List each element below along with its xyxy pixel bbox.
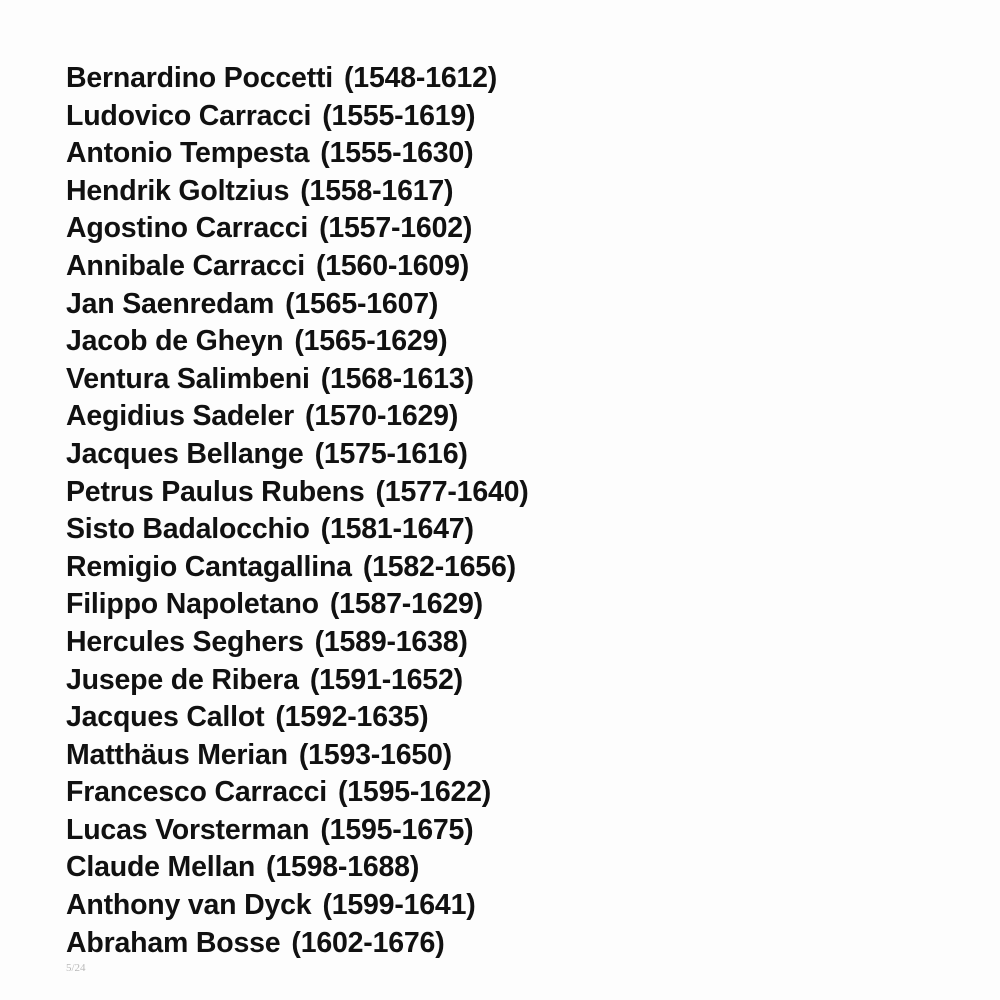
artist-entry xyxy=(66,248,946,286)
artist-entry xyxy=(66,624,946,662)
artist-entry xyxy=(66,812,946,850)
artist-name: Anthony van Dyck xyxy=(66,889,312,922)
artist-name: Aegidius Sadeler xyxy=(66,400,295,433)
artist-dates: (1602-1676) xyxy=(291,926,445,959)
artist-dates: (1557-1602) xyxy=(319,212,473,245)
artist-name: Francesco Carracci xyxy=(66,776,327,809)
artist-entry xyxy=(66,286,946,324)
artist-name: Jacob de Gheyn xyxy=(66,325,284,358)
artist-entry xyxy=(66,737,946,775)
artist-name: Hercules Seghers xyxy=(66,625,304,658)
artist-name: Ludovico Carracci xyxy=(66,99,312,132)
artist-name: Sisto Badalocchio xyxy=(66,513,310,546)
artist-name: Jusepe de Ribera xyxy=(66,663,299,696)
artist-name: Abraham Bosse xyxy=(66,926,281,959)
artist-name: Claude Mellan xyxy=(66,851,256,884)
artist-name: Hendrik Goltzius xyxy=(66,174,290,207)
artist-entry xyxy=(66,474,946,512)
artist-entry xyxy=(66,398,946,436)
artist-dates: (1575-1616) xyxy=(314,437,468,470)
artist-entry xyxy=(66,511,946,549)
artist-dates: (1582-1656) xyxy=(362,550,516,583)
artist-name: Annibale Carracci xyxy=(66,249,305,282)
artist-dates: (1560-1609) xyxy=(315,249,470,282)
artist-dates: (1595-1675) xyxy=(320,813,474,846)
artist-dates: (1598-1688) xyxy=(266,851,420,884)
artist-dates: (1565-1607) xyxy=(285,287,439,320)
artist-entry xyxy=(66,436,946,474)
page-corner-mark: 5/24 xyxy=(66,962,86,974)
artist-dates: (1555-1630) xyxy=(320,137,474,170)
artist-name: Petrus Paulus Rubens xyxy=(66,475,365,508)
artist-dates: (1577-1640) xyxy=(375,475,529,508)
artist-name: Agostino Carracci xyxy=(66,212,309,245)
artist-entry xyxy=(66,849,946,887)
artist-dates: (1595-1622) xyxy=(337,776,492,809)
artist-name: Lucas Vorsterman xyxy=(66,813,310,846)
artist-dates: (1593-1650) xyxy=(298,738,452,771)
artist-entry xyxy=(66,135,946,173)
artist-name: Jacques Bellange xyxy=(66,437,304,470)
artist-dates: (1599-1641) xyxy=(322,889,476,922)
artist-dates: (1592-1635) xyxy=(275,701,429,734)
artist-dates: (1589-1638) xyxy=(314,625,468,658)
artist-dates: (1565-1629) xyxy=(294,325,448,358)
artist-name: Ventura Salimbeni xyxy=(66,362,310,395)
artist-entry xyxy=(66,549,946,587)
artist-entry xyxy=(66,361,946,399)
artist-name: Antonio Tempesta xyxy=(66,137,310,170)
artist-list xyxy=(66,60,946,962)
artist-entry xyxy=(66,887,946,925)
artist-entry xyxy=(66,60,946,98)
artist-entry xyxy=(66,98,946,136)
artist-dates: (1581-1647) xyxy=(320,513,474,546)
artist-dates: (1568-1613) xyxy=(320,362,474,395)
artist-entry xyxy=(66,173,946,211)
artist-dates: (1558-1617) xyxy=(300,174,454,207)
artist-dates: (1570-1629) xyxy=(305,400,459,433)
artist-dates: (1548-1612) xyxy=(344,62,498,94)
artist-entry xyxy=(66,662,946,700)
artist-entry xyxy=(66,210,946,248)
artist-dates: (1591-1652) xyxy=(309,663,463,696)
artist-entry xyxy=(66,925,946,963)
artist-name: Jacques Callot xyxy=(66,701,265,734)
artist-name: Matthäus Merian xyxy=(66,738,288,771)
artist-dates: (1555-1619) xyxy=(322,99,476,132)
artist-name: Jan Saenredam xyxy=(66,287,275,320)
artist-entry xyxy=(66,699,946,737)
artist-dates: (1587-1629) xyxy=(329,588,483,621)
artist-name: Filippo Napoletano xyxy=(66,588,319,621)
artist-name: Bernardino Poccetti xyxy=(66,62,334,94)
artist-entry xyxy=(66,586,946,624)
artist-entry xyxy=(66,323,946,361)
artist-entry xyxy=(66,774,946,812)
artist-name: Remigio Cantagallina xyxy=(66,550,352,583)
